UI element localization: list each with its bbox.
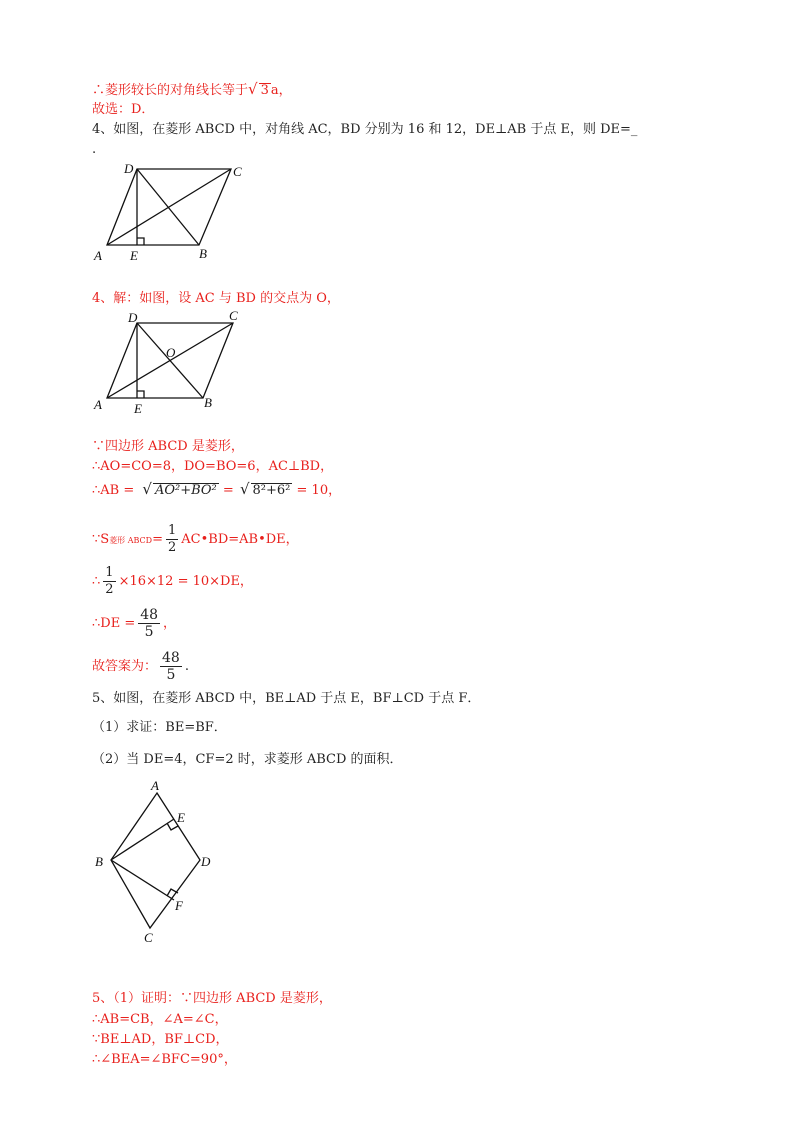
solution-4-ab: ∴AB = √ AO²+BO² = √ 8²+6² = 10， bbox=[92, 480, 342, 498]
solution-4-answer: 故答案为： $\frac{48}{5}$ . bbox=[92, 650, 189, 683]
question-4-blank: . bbox=[92, 142, 97, 157]
fig2-label-a: A bbox=[94, 397, 102, 412]
solution-5-intro: 5、（1）证明：∵四边形 ABCD 是菱形， bbox=[92, 991, 332, 1006]
fig3-label-e: E bbox=[177, 810, 185, 825]
fig3-label-a: A bbox=[151, 778, 159, 793]
fig1-label-a: A bbox=[94, 248, 102, 263]
fig1-label-d: D bbox=[124, 161, 134, 176]
solution-5-right-angles: ∴∠BEA=∠BFC=90°， bbox=[92, 1052, 237, 1067]
fig2-label-b: B bbox=[204, 395, 212, 410]
fig2-label-d: D bbox=[128, 310, 138, 325]
fig3-label-f: F bbox=[175, 898, 183, 913]
fig2-label-o: O bbox=[166, 345, 176, 360]
solution-4-intro: 4、解：如图，设 AC 与 BD 的交点为 O， bbox=[92, 291, 340, 306]
question-5-text: 5、如图，在菱形 ABCD 中，BE⊥AD 于点 E，BF⊥CD 于点 F． bbox=[92, 691, 481, 706]
fig1-label-b: B bbox=[199, 246, 207, 261]
question-5-part-1: （1）求证：BE=BF． bbox=[92, 720, 227, 735]
fig1-label-c: C bbox=[233, 164, 242, 179]
solution-4-area: ∵S菱形 ABCD= $\frac{1}{2}$ AC•BD=AB•DE， bbox=[92, 523, 299, 555]
line-1: ∴菱形较长的对角线长等于√ 3 a， bbox=[92, 80, 292, 98]
solution-4-equation: ∴ $\frac{1}{2}$ ×16×12 = 10×DE， bbox=[92, 565, 253, 597]
solution-4-rhombus: ∵四边形 ABCD 是菱形， bbox=[92, 439, 244, 454]
question-5-part-2: （2）当 DE=4，CF=2 时，求菱形 ABCD 的面积． bbox=[92, 752, 403, 767]
fig2-label-e: E bbox=[134, 401, 142, 416]
solution-5-equal-sides: ∴AB=CB，∠A=∠C， bbox=[92, 1012, 228, 1027]
question-4-text: 4、如图，在菱形 ABCD 中，对角线 AC，BD 分别为 16 和 12，DE⊥AB 于点 E，则 DE=_ bbox=[92, 122, 638, 137]
fig1-label-e: E bbox=[130, 248, 138, 263]
solution-5-perpendiculars: ∵BE⊥AD，BF⊥CD， bbox=[92, 1032, 229, 1047]
fig3-label-c: C bbox=[144, 930, 153, 945]
solution-4-de: ∴DE = $\frac{48}{5}$ ， bbox=[92, 607, 177, 640]
line-answer-choice: 故选：D． bbox=[92, 102, 155, 117]
fig3-label-d: D bbox=[201, 854, 211, 869]
solution-4-halves: ∴AO=CO=8，DO=BO=6，AC⊥BD， bbox=[92, 459, 334, 474]
fig2-label-c: C bbox=[229, 308, 238, 323]
fig3-label-b: B bbox=[95, 854, 103, 869]
